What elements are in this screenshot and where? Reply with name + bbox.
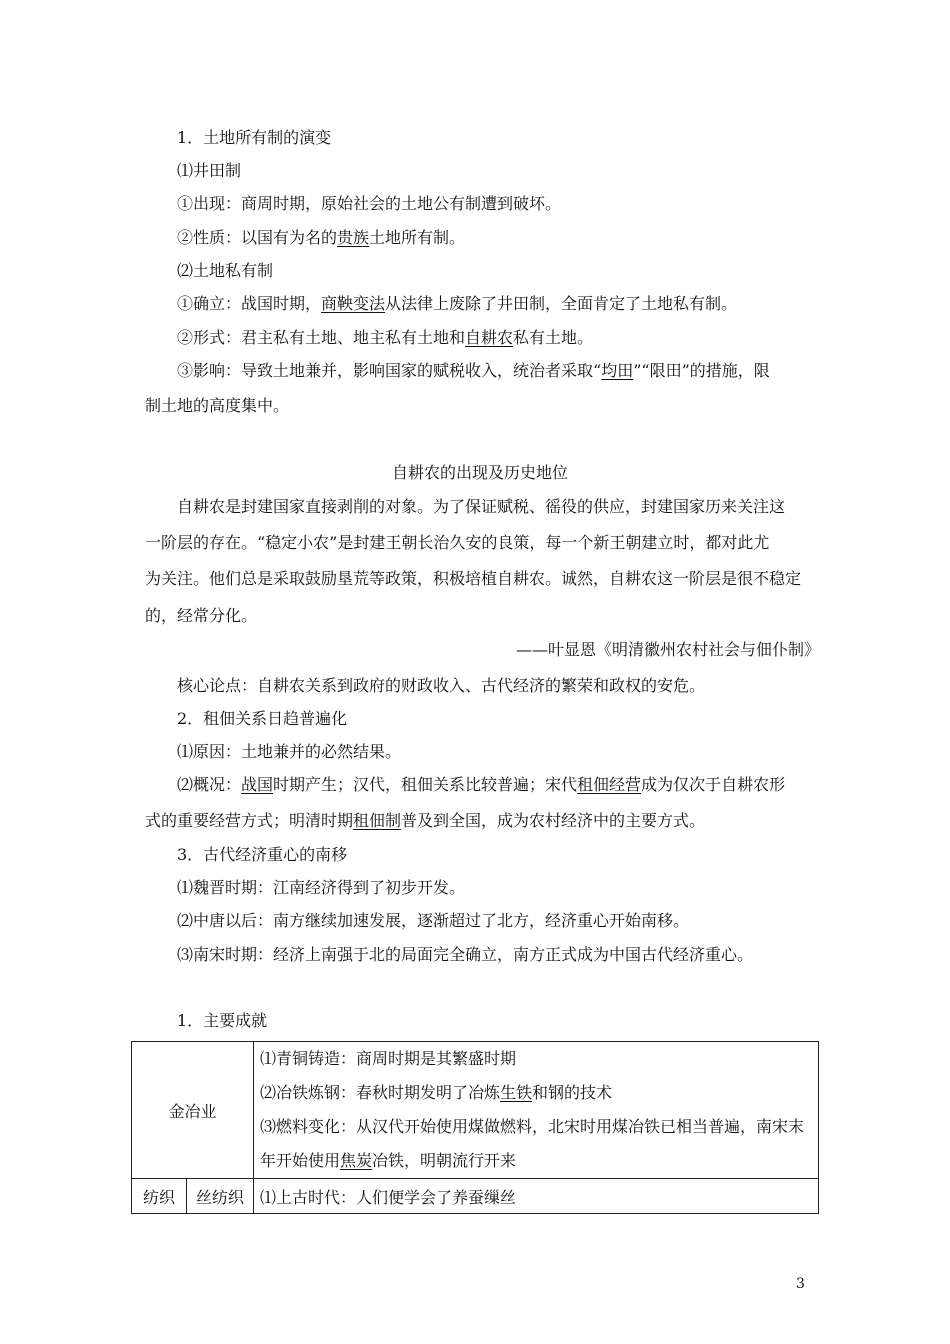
subheading-jingtian: ⑴井田制 (177, 161, 242, 180)
paragraph (177, 361, 770, 381)
reading-source: ——叶显恩《明清徽州农村社会与佃仆制》 (515, 640, 820, 659)
table-category-cell: 金冶业 (132, 1042, 254, 1179)
paragraph: ⑶南宋时期：经济上南强于北的局面完全确立，南方正式成为中国古代经济重心。 (177, 945, 754, 964)
text-run: 冶铁，明朝流行开来 (372, 1151, 517, 1170)
reading-line: 一阶层的存在。“稳定小农”是封建王朝长治久安的良策，每一个新王朝建立时，都对此尤 (145, 533, 770, 552)
text-run: 普及到全国，成为农村经济中的主要方式。 (401, 811, 706, 830)
table-row (132, 1179, 819, 1214)
underlined-term: 生铁 (500, 1083, 533, 1102)
underlined-term: 贵族 (337, 228, 370, 247)
paragraph: ⑵中唐以后：南方继续加速发展，逐渐超过了北方，经济重心开始南移。 (177, 911, 690, 930)
paragraph: ⑴原因：土地兼并的必然结果。 (177, 742, 402, 761)
text-run: 土地所有制。 (369, 228, 466, 247)
text-run: ”“限田”的措施，限 (633, 361, 770, 380)
paragraph (177, 775, 785, 795)
text-run: 成为仅次于自耕农形 (641, 775, 786, 794)
table-detail-cell: ⑴上古时代：人们便学会了养蚕缫丝 (254, 1179, 819, 1214)
table-category-cell: 纺织 (132, 1179, 187, 1214)
paragraph (177, 294, 737, 314)
paragraph (177, 228, 465, 248)
section-heading-economic-center: 3．古代经济重心的南移 (177, 845, 348, 864)
reading-line: 自耕农是封建国家直接剥削的对象。为了保证赋税、徭役的供应，封建国家历来关注这 (177, 497, 786, 516)
text-run: ①确立：战国时期， (177, 294, 322, 313)
underlined-term: 租佃经营 (577, 775, 642, 794)
paragraph-continuation: 制土地的高度集中。 (145, 396, 290, 415)
reading-line: 的，经常分化。 (145, 606, 258, 625)
paragraph: ①出现：商周时期，原始社会的土地公有制遭到破坏。 (177, 194, 562, 213)
text-run: 式的重要经营方式；明清时期 (145, 811, 354, 830)
text-run: 从法律上废除了井田制，全面肯定了土地私有制。 (385, 294, 738, 313)
table-line (260, 1110, 812, 1178)
text-run: ③影响：导致土地兼并，影响国家的赋税收入，统治者采取“ (177, 361, 602, 380)
underlined-term: 战国 (241, 775, 274, 794)
table-line (260, 1076, 812, 1110)
underlined-term: 自耕农 (465, 328, 514, 347)
text-run: 时期产生；汉代，租佃关系比较普遍；宋代 (273, 775, 578, 794)
section-heading-tenancy: 2．租佃关系日趋普遍化 (177, 709, 348, 728)
table-row (132, 1042, 819, 1179)
text-run: 和钢的技术 (532, 1083, 613, 1102)
subheading-private-land: ⑵土地私有制 (177, 261, 274, 280)
paragraph-continuation (145, 811, 705, 831)
reading-title: 自耕农的出现及历史地位 (391, 463, 568, 482)
core-argument: 核心论点：自耕农关系到政府的财政收入、古代经济的繁荣和政权的安危。 (177, 676, 706, 695)
underlined-term: 商鞅变法 (321, 294, 386, 313)
underlined-term: 租佃制 (353, 811, 402, 830)
text-run: ②形式：君主私有土地、地主私有土地和 (177, 328, 466, 347)
achievements-table (131, 1041, 819, 1214)
page-number: 3 (796, 1276, 805, 1292)
table-line: ⑴青铜铸造：商周时期是其繁盛时期 (260, 1049, 517, 1068)
underlined-term: 均田 (601, 361, 634, 380)
text-run: 私有土地。 (513, 328, 594, 347)
text-run: ⑶燃料变化：从汉代开始使用煤做燃料，北宋时用煤冶铁已相当普遍，南宋末年开始使用 (260, 1117, 805, 1170)
paragraph (177, 328, 593, 348)
table-subcategory-cell: 丝纺织 (187, 1179, 254, 1214)
text-run: ⑵概况： (177, 775, 242, 794)
table-detail-cell (254, 1042, 819, 1179)
section-heading-achievements: 1．主要成就 (177, 1011, 268, 1030)
underlined-term: 焦炭 (340, 1151, 373, 1170)
reading-line: 为关注。他们总是采取鼓励垦荒等政策，积极培植自耕农。诚然，自耕农这一阶层是很不稳定 (145, 569, 802, 588)
paragraph: ⑴魏晋时期：江南经济得到了初步开发。 (177, 878, 466, 897)
section-heading-land-ownership: 1．土地所有制的演变 (177, 128, 332, 147)
text-run: ⑵冶铁炼钢：春秋时期发明了冶炼 (260, 1083, 501, 1102)
text-run: ②性质：以国有为名的 (177, 228, 338, 247)
